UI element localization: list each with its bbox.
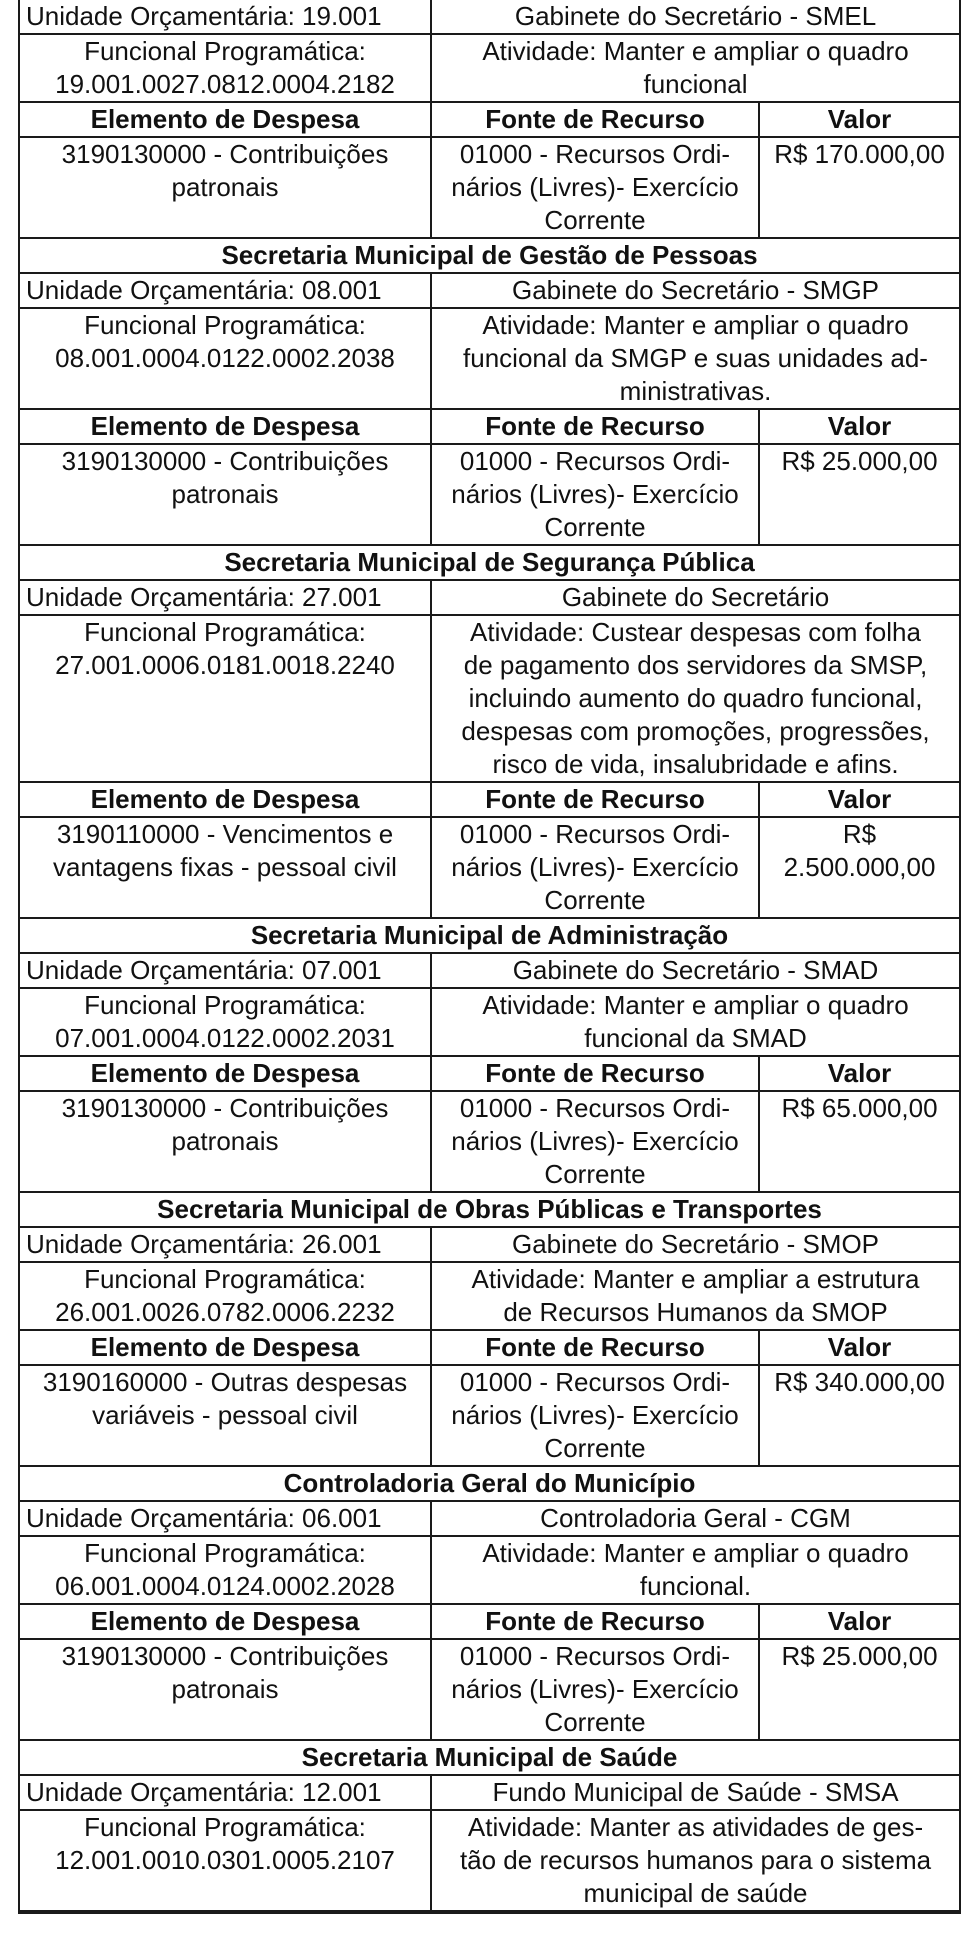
fonte-line: Corrente: [544, 205, 646, 235]
expense-row: [19, 817, 960, 918]
unidade-orcamentaria: Unidade Orçamentária: 19.001: [19, 0, 431, 34]
valor-line: R$ 340.000,00: [774, 1367, 945, 1397]
fonte-line: 01000 - Recursos Ordi-: [459, 1641, 731, 1671]
header-elemento: Elemento de Despesa: [19, 1604, 431, 1639]
atividade-line: risco de vida, insalubridade e afins.: [492, 749, 899, 779]
funcional-programatica: [19, 34, 431, 102]
elemento-line: vantagens fixas - pessoal civil: [53, 852, 397, 882]
atividade: [431, 615, 960, 782]
header-elemento: Elemento de Despesa: [19, 102, 431, 137]
atividade-line: funcional.: [639, 1571, 752, 1601]
funcional-label: Funcional Programática:: [84, 617, 366, 647]
valor-line: R$ 25.000,00: [781, 446, 938, 476]
unidade-orcamentaria: Unidade Orçamentária: 07.001: [19, 953, 431, 988]
expense-row: [19, 1091, 960, 1192]
header-row: [19, 102, 960, 137]
header-row: [19, 1604, 960, 1639]
header-elemento: Elemento de Despesa: [19, 782, 431, 817]
expense-row: [19, 444, 960, 545]
section-title-row: [19, 1740, 960, 1775]
header-valor: Valor: [759, 102, 960, 137]
section-title: Secretaria Municipal de Obras Públicas e Transportes: [19, 1192, 960, 1227]
elemento-line: 3190130000 - Contribuições: [61, 1641, 389, 1671]
section-title: Controladoria Geral do Município: [19, 1466, 960, 1501]
valor: [759, 1639, 960, 1740]
funcional-row: [19, 1262, 960, 1330]
elemento-line: 3190130000 - Contribuições: [61, 1093, 389, 1123]
fonte-line: 01000 - Recursos Ordi-: [459, 1367, 731, 1397]
valor-line: R$: [842, 819, 877, 849]
elemento-line: patronais: [171, 1126, 279, 1156]
funcional-row: [19, 34, 960, 102]
unidade-orcamentaria: Unidade Orçamentária: 06.001: [19, 1501, 431, 1536]
elemento-despesa: [19, 817, 431, 918]
funcional-programatica: [19, 615, 431, 782]
header-valor: Valor: [759, 782, 960, 817]
valor: [759, 817, 960, 918]
atividade-line: funcional: [643, 69, 748, 99]
atividade-line: Atividade: Manter e ampliar o quadro: [482, 310, 909, 340]
funcional-code: 07.001.0004.0122.0002.2031: [55, 1023, 395, 1053]
funcional-label: Funcional Programática:: [84, 36, 366, 66]
atividade-line: Atividade: Manter e ampliar a estrutura: [471, 1264, 920, 1294]
header-fonte: Fonte de Recurso: [431, 782, 759, 817]
header-elemento: Elemento de Despesa: [19, 1330, 431, 1365]
section-title-row: [19, 238, 960, 273]
funcional-programatica: [19, 1536, 431, 1604]
funcional-row: [19, 615, 960, 782]
valor: [759, 1091, 960, 1192]
atividade-line: ministrativas.: [619, 376, 772, 406]
atividade: [431, 1536, 960, 1604]
unidade-row: [19, 1775, 960, 1810]
valor-line: 2.500.000,00: [783, 852, 936, 882]
unidade-orcamentaria: Unidade Orçamentária: 08.001: [19, 273, 431, 308]
atividade-line: Atividade: Custear despesas com folha: [470, 617, 921, 647]
unidade-row: [19, 580, 960, 615]
elemento-despesa: [19, 1091, 431, 1192]
fonte-recurso: [431, 1639, 759, 1740]
unidade-row: [19, 0, 960, 34]
fonte-line: Corrente: [544, 1433, 646, 1463]
fonte-line: nários (Livres)- Exercício: [451, 1126, 739, 1156]
header-valor: Valor: [759, 1056, 960, 1091]
funcional-row: [19, 308, 960, 409]
header-fonte: Fonte de Recurso: [431, 1330, 759, 1365]
fonte-line: Corrente: [544, 512, 646, 542]
funcional-programatica: [19, 308, 431, 409]
fonte-line: nários (Livres)- Exercício: [451, 172, 739, 202]
gabinete: Gabinete do Secretário - SMAD: [431, 953, 960, 988]
atividade: [431, 988, 960, 1056]
section-title-row: [19, 545, 960, 580]
gabinete: Gabinete do Secretário - SMEL: [431, 0, 960, 34]
valor: [759, 1365, 960, 1466]
unidade-orcamentaria: Unidade Orçamentária: 27.001: [19, 580, 431, 615]
elemento-line: variáveis - pessoal civil: [92, 1400, 358, 1430]
header-row: [19, 1330, 960, 1365]
elemento-line: patronais: [171, 1674, 279, 1704]
atividade: [431, 1262, 960, 1330]
fonte-recurso: [431, 1365, 759, 1466]
elemento-line: 3190110000 - Vencimentos e: [56, 819, 394, 849]
atividade-line: incluindo aumento do quadro funcional,: [468, 683, 923, 713]
atividade-line: funcional da SMAD: [584, 1023, 807, 1053]
expense-row: [19, 137, 960, 238]
atividade-line: despesas com promoções, progressões,: [461, 716, 930, 746]
header-fonte: Fonte de Recurso: [431, 409, 759, 444]
cutoff-cell: [431, 1911, 759, 1913]
unidade-row: [19, 953, 960, 988]
fonte-line: Corrente: [544, 885, 646, 915]
atividade: [431, 1810, 960, 1911]
fonte-line: 01000 - Recursos Ordi-: [459, 139, 731, 169]
fonte-line: 01000 - Recursos Ordi-: [459, 819, 731, 849]
valor: [759, 444, 960, 545]
elemento-line: 3190130000 - Contribuições: [61, 139, 389, 169]
funcional-programatica: [19, 1262, 431, 1330]
gabinete: Gabinete do Secretário: [431, 580, 960, 615]
section-title: Secretaria Municipal de Segurança Pública: [19, 545, 960, 580]
fonte-line: Corrente: [544, 1707, 646, 1737]
funcional-row: [19, 1810, 960, 1911]
atividade-line: funcional da SMGP e suas unidades ad-: [463, 343, 928, 373]
atividade-line: tão de recursos humanos para o sistema: [459, 1845, 932, 1875]
elemento-line: patronais: [171, 172, 279, 202]
atividade-line: Atividade: Manter e ampliar o quadro: [482, 36, 909, 66]
atividade-line: Atividade: Manter as atividades de ges-: [467, 1812, 924, 1842]
funcional-row: [19, 1536, 960, 1604]
expense-row: [19, 1365, 960, 1466]
elemento-line: 3190160000 - Outras despesas: [42, 1367, 408, 1397]
atividade-line: Atividade: Manter e ampliar o quadro: [482, 990, 909, 1020]
elemento-despesa: [19, 1365, 431, 1466]
cutoff-row: [19, 1911, 960, 1913]
unidade-row: [19, 1227, 960, 1262]
unidade-orcamentaria: Unidade Orçamentária: 12.001: [19, 1775, 431, 1810]
valor-line: R$ 25.000,00: [781, 1641, 938, 1671]
funcional-label: Funcional Programática:: [84, 310, 366, 340]
cutoff-cell: [19, 1911, 431, 1913]
gabinete: Gabinete do Secretário - SMGP: [431, 273, 960, 308]
section-title: Secretaria Municipal de Saúde: [19, 1740, 960, 1775]
atividade-line: Atividade: Manter e ampliar o quadro: [482, 1538, 909, 1568]
funcional-label: Funcional Programática:: [84, 990, 366, 1020]
elemento-despesa: [19, 1639, 431, 1740]
funcional-code: 26.001.0026.0782.0006.2232: [55, 1297, 395, 1327]
gabinete: Fundo Municipal de Saúde - SMSA: [431, 1775, 960, 1810]
funcional-programatica: [19, 988, 431, 1056]
fonte-line: nários (Livres)- Exercício: [451, 1400, 739, 1430]
fonte-line: 01000 - Recursos Ordi-: [459, 1093, 731, 1123]
section-title-row: [19, 1192, 960, 1227]
header-row: [19, 1056, 960, 1091]
valor: R$ 170.000,00: [759, 137, 960, 238]
atividade-line: municipal de saúde: [583, 1878, 808, 1908]
elemento-line: 3190130000 - Contribuições: [61, 446, 389, 476]
section-title: Secretaria Municipal de Administração: [19, 918, 960, 953]
funcional-label: Funcional Programática:: [84, 1538, 366, 1568]
fonte-recurso: [431, 1091, 759, 1192]
gabinete: Gabinete do Secretário - SMOP: [431, 1227, 960, 1262]
section-title-row: [19, 1466, 960, 1501]
unidade-row: [19, 273, 960, 308]
section-title: Secretaria Municipal de Gestão de Pessoas: [19, 238, 960, 273]
funcional-programatica: [19, 1810, 431, 1911]
header-elemento: Elemento de Despesa: [19, 409, 431, 444]
header-row: [19, 409, 960, 444]
fonte-recurso: [431, 817, 759, 918]
section-title-row: [19, 918, 960, 953]
unidade-row: [19, 1501, 960, 1536]
header-fonte: Fonte de Recurso: [431, 1604, 759, 1639]
header-fonte: Fonte de Recurso: [431, 1056, 759, 1091]
funcional-code: 27.001.0006.0181.0018.2240: [55, 650, 395, 680]
gabinete: Controladoria Geral - CGM: [431, 1501, 960, 1536]
fonte-line: nários (Livres)- Exercício: [451, 479, 739, 509]
elemento-despesa: [19, 444, 431, 545]
funcional-label: Funcional Programática:: [84, 1812, 366, 1842]
header-elemento: Elemento de Despesa: [19, 1056, 431, 1091]
budget-document: [18, 0, 959, 1914]
fonte-line: Corrente: [544, 1159, 646, 1189]
atividade: [431, 34, 960, 102]
fonte-line: 01000 - Recursos Ordi-: [459, 446, 731, 476]
fonte-recurso: [431, 137, 759, 238]
funcional-label: Funcional Programática:: [84, 1264, 366, 1294]
header-row: [19, 782, 960, 817]
elemento-despesa: [19, 137, 431, 238]
funcional-code: 06.001.0004.0124.0002.2028: [55, 1571, 395, 1601]
funcional-code: 19.001.0027.0812.0004.2182: [55, 69, 395, 99]
funcional-code: 12.001.0010.0301.0005.2107: [55, 1845, 395, 1875]
header-valor: Valor: [759, 1330, 960, 1365]
funcional-row: [19, 988, 960, 1056]
atividade: [431, 308, 960, 409]
elemento-line: patronais: [171, 479, 279, 509]
fonte-line: nários (Livres)- Exercício: [451, 1674, 739, 1704]
header-fonte: Fonte de Recurso: [431, 102, 759, 137]
expense-row: [19, 1639, 960, 1740]
unidade-orcamentaria: Unidade Orçamentária: 26.001: [19, 1227, 431, 1262]
valor-line: R$ 65.000,00: [781, 1093, 938, 1123]
atividade-line: de Recursos Humanos da SMOP: [503, 1297, 888, 1327]
budget-table: [18, 0, 961, 1914]
header-valor: Valor: [759, 1604, 960, 1639]
cutoff-cell: [759, 1911, 960, 1913]
header-valor: Valor: [759, 409, 960, 444]
atividade-line: de pagamento dos servidores da SMSP,: [463, 650, 928, 680]
funcional-code: 08.001.0004.0122.0002.2038: [55, 343, 395, 373]
fonte-line: nários (Livres)- Exercício: [451, 852, 739, 882]
fonte-recurso: [431, 444, 759, 545]
